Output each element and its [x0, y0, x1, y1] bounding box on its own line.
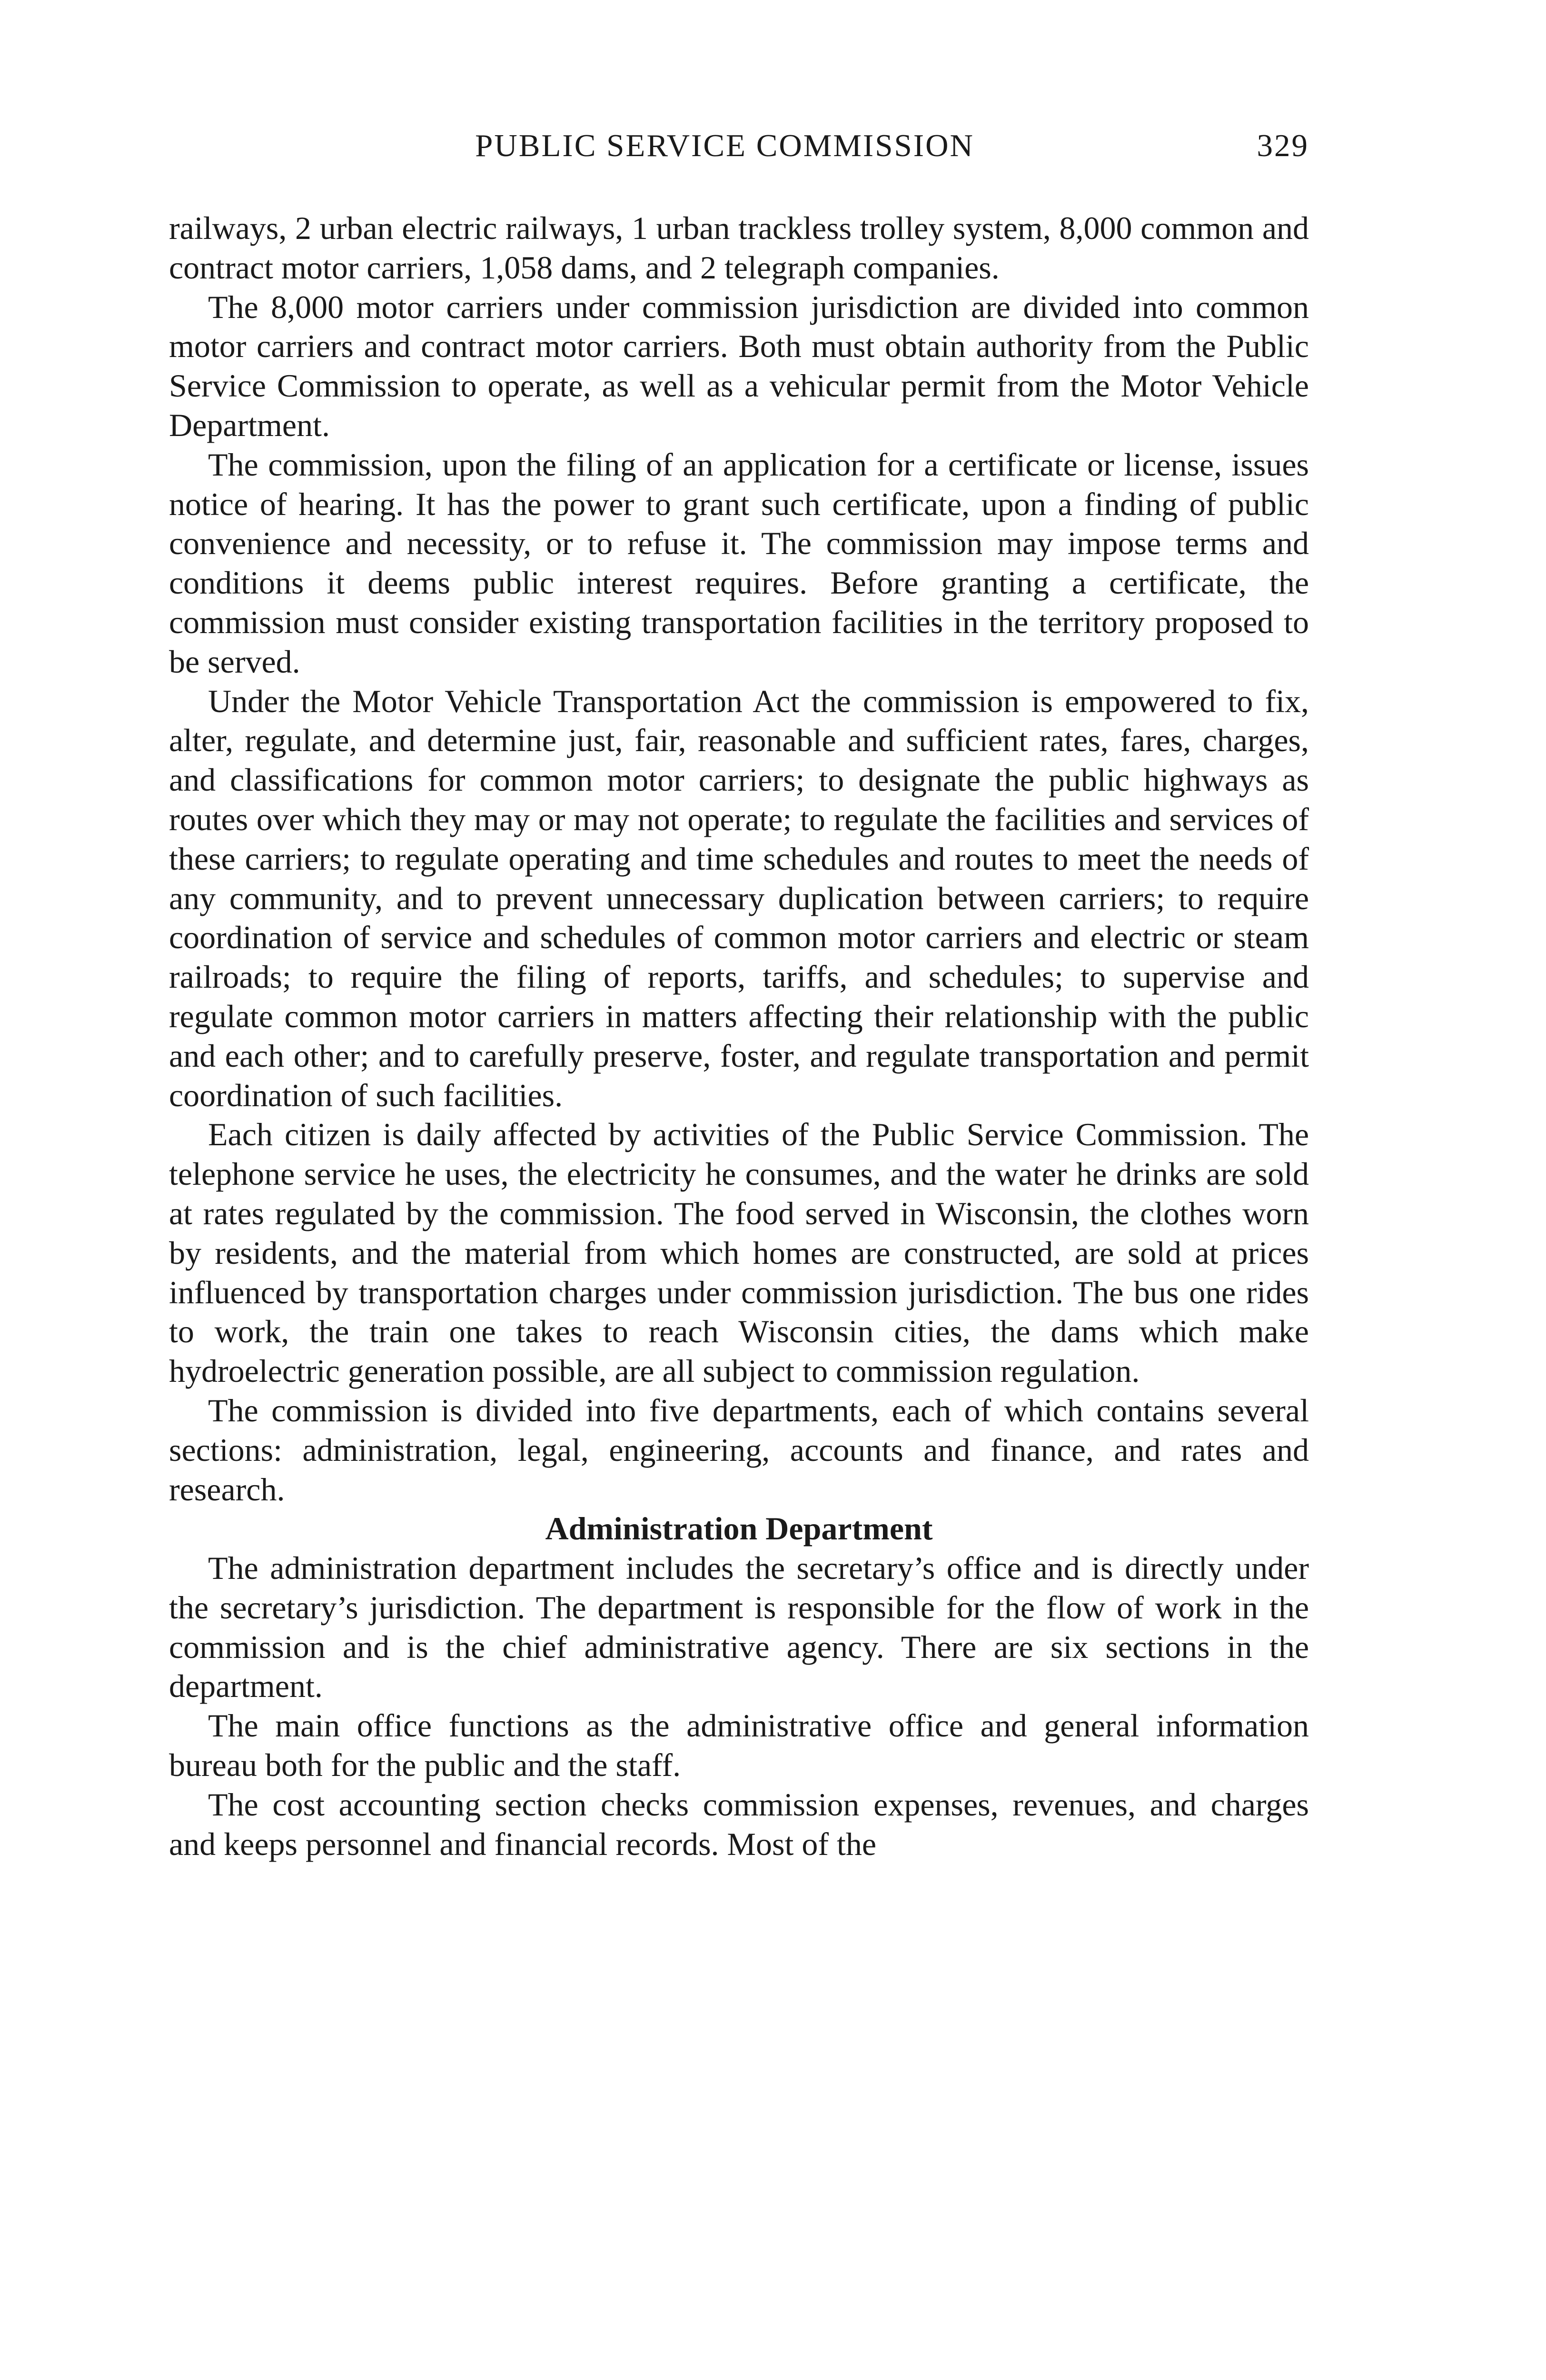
page-number: 329 — [1257, 128, 1309, 163]
section-heading: Administration Department — [545, 1510, 933, 1547]
paragraph-motor-vehicle-act: Under the Motor Vehicle Transportation Act the commission is empowered to fix, alter, regulate, and determine just, fair, reasonable and sufficient rates, fares, charges, and classifications for common motor carriers; to designate the public highways as routes over which they may or may not operate; to regulate the facilities and services of these carriers; to regulate operating and time schedules and routes to meet the needs of any community, and to prevent unnecessary duplication between carriers; to require coordination of service and schedules of common motor carriers and electric or steam railroads; to require the filing of reports, tariffs, and schedules; to supervise and regulate common motor carriers in matters affecting their relationship with the public and each other; and to carefully preserve, foster, and regulate transportation and permit coordination of such facilities. — [169, 683, 1309, 1113]
paragraph-citizen-impact: Each citizen is daily affected by activities of the Public Service Commission. The telephone service he uses, the electricity he consumes, and the water he drinks are sold at rates regulated by the commission. The food served in Wisconsin, the clothes worn by residents, and the material from which homes are constructed, are sold at prices influenced by transportation charges under commission jurisdiction. The bus one rides to work, the train one takes to reach Wisconsin cities, the dams which make hydroelectric generation possible, are all subject to commission regulation. — [169, 1116, 1309, 1389]
document-page — [169, 114, 1309, 1864]
paragraph-admin-department: The administration department includes the secretary’s office and is directly under the secretary’s jurisdiction. The department is responsible for the flow of work in the commission and is the chief administrative agency. There are six sections in the department. — [169, 1550, 1309, 1705]
paragraph-continued: railways, 2 urban electric railways, 1 urban trackless trolley system, 8,000 common and contract motor carriers, 1,058 dams, and 2 telegraph companies. — [169, 210, 1309, 286]
paragraph-cost-accounting: The cost accounting section checks commission expenses, revenues, and charges and keeps personnel and financial records. Most of the — [169, 1786, 1309, 1862]
paragraph-departments: The commission is divided into five departments, each of which contains several sections: administration, legal, engineering, accounts and finance, and rates and research. — [169, 1392, 1309, 1507]
paragraph-main-office: The main office functions as the administrative office and general information bureau both for the public and the staff. — [169, 1707, 1309, 1784]
running-header — [169, 114, 1309, 167]
running-title: PUBLIC SERVICE COMMISSION — [475, 128, 974, 163]
paragraph-motor-carriers: The 8,000 motor carriers under commission jurisdiction are divided into common motor carriers and contract motor carriers. Both must obtain authority from the Public Service Commission to operate, as well as a vehicular permit from the Motor Vehicle Department. — [169, 288, 1309, 443]
body-text — [169, 208, 1309, 1864]
paragraph-certificates: The commission, upon the filing of an application for a certificate or license, issues notice of hearing. It has the power to grant such certificate, upon a finding of public convenience and necessity, or to refuse it. The commission may impose terms and conditions it deems public interest requires. Before granting a certificate, the commission must consider existing transportation facilities in the territory proposed to be served. — [169, 446, 1309, 680]
